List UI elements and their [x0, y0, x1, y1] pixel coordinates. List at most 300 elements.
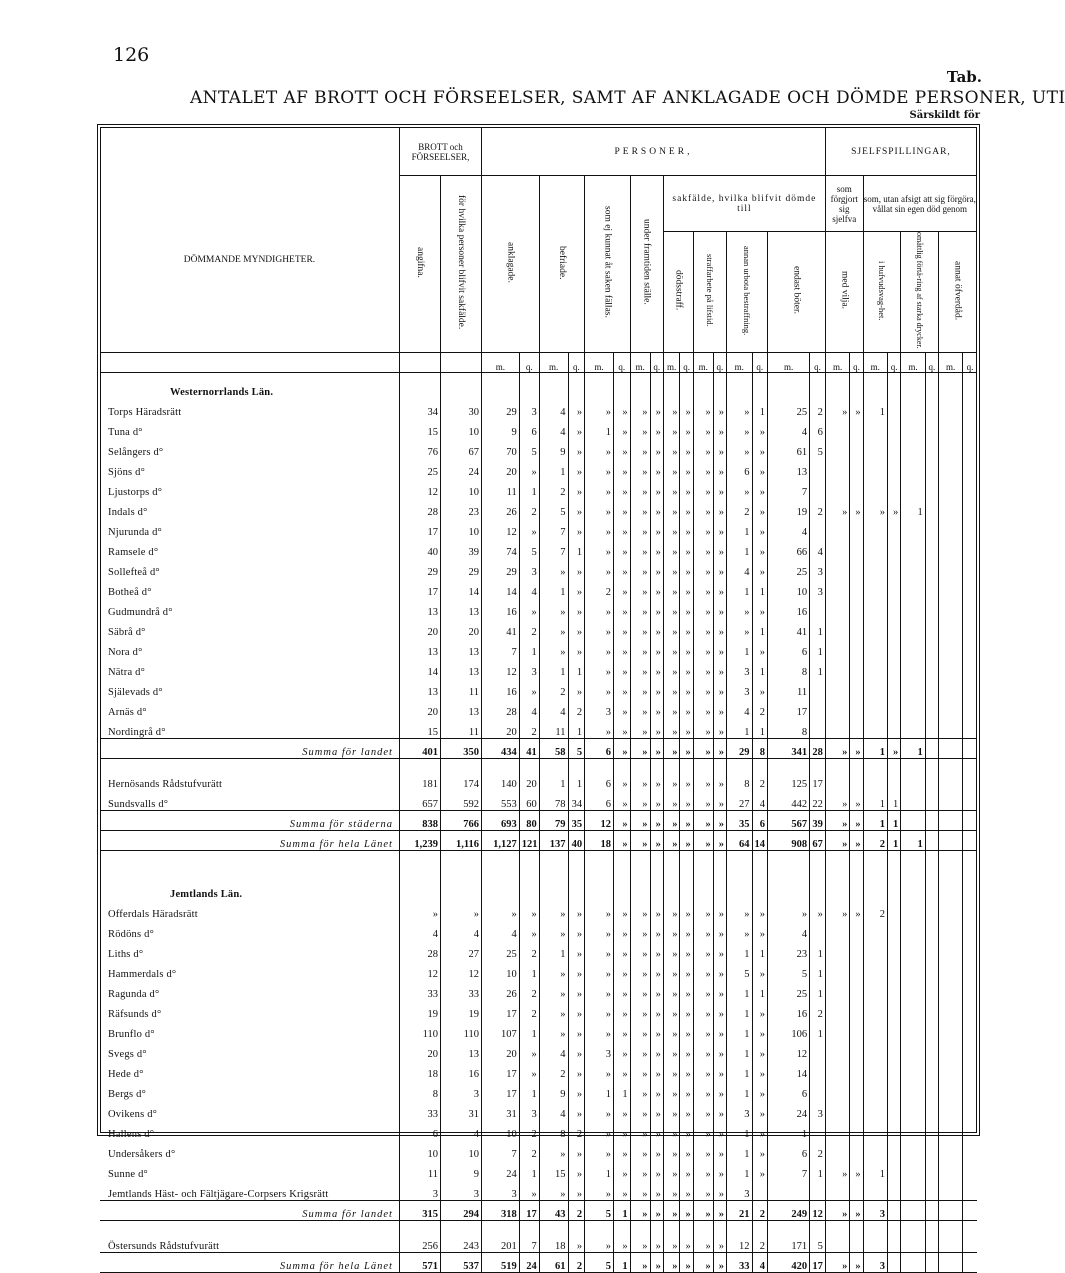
- cell-value: 1: [539, 578, 568, 598]
- cell-value: »: [585, 1020, 614, 1040]
- cell-value: »: [663, 678, 680, 698]
- cell-value: [888, 1180, 901, 1200]
- cell-value: [810, 518, 826, 538]
- cell-value: [925, 698, 938, 718]
- cell-value: »: [568, 1060, 585, 1080]
- cell-value: [850, 960, 863, 980]
- cell-value: [863, 1180, 887, 1200]
- cell-value: [863, 960, 887, 980]
- cell-value: [901, 1180, 925, 1200]
- cell-value: »: [663, 1232, 680, 1252]
- row-name: Selångers d°: [108, 447, 164, 459]
- cell-value: [888, 578, 901, 598]
- cell-value: [938, 770, 962, 790]
- cell-value: 519: [482, 1252, 520, 1272]
- cell-value: »: [713, 1232, 726, 1252]
- cell-value: [938, 458, 962, 478]
- cell-value: »: [585, 920, 614, 940]
- cell-value: [888, 458, 901, 478]
- cell-value: 28: [482, 698, 520, 718]
- cell-value: 7: [539, 518, 568, 538]
- cell-value: 5: [539, 498, 568, 518]
- cell-value: 181: [399, 770, 440, 790]
- cell-value: 20: [399, 1040, 440, 1060]
- cell-value: [963, 1060, 977, 1080]
- cell-value: »: [519, 1040, 539, 1060]
- cell-value: »: [613, 980, 630, 1000]
- summary-row: [100, 1200, 977, 1220]
- cell-value: »: [585, 478, 614, 498]
- cell-value: [901, 478, 925, 498]
- spacer-row: [100, 862, 977, 874]
- cell-value: 1: [810, 638, 826, 658]
- cell-value: »: [663, 638, 680, 658]
- cell-value: [810, 1040, 826, 1060]
- cell-value: 2: [810, 1000, 826, 1020]
- cell-value: 3: [863, 1200, 887, 1220]
- cell-value: [925, 438, 938, 458]
- cell-value: [863, 1232, 887, 1252]
- cell-value: [963, 618, 977, 638]
- cell-value: 1: [863, 1160, 887, 1180]
- cell-value: »: [585, 940, 614, 960]
- cell-value: »: [650, 498, 663, 518]
- cell-value: »: [850, 900, 863, 920]
- cell-value: »: [568, 498, 585, 518]
- cell-value: »: [613, 770, 630, 790]
- cell-value: 1: [752, 398, 768, 418]
- cell-value: 401: [399, 738, 440, 758]
- cell-value: 3: [519, 558, 539, 578]
- cell-value: [925, 1200, 938, 1220]
- cell-value: 10: [440, 418, 481, 438]
- cell-value: »: [713, 940, 726, 960]
- cell-value: 26: [482, 498, 520, 518]
- cell-value: »: [663, 900, 680, 920]
- cell-value: 20: [399, 698, 440, 718]
- table-row: [100, 498, 977, 518]
- cell-value: [863, 718, 887, 738]
- cell-value: 20: [482, 458, 520, 478]
- cell-value: »: [613, 810, 630, 830]
- cell-value: [888, 678, 901, 698]
- cell-value: 3: [727, 1100, 753, 1120]
- header-annat: annat öfverdåd.: [952, 260, 963, 320]
- row-name: Arnäs d°: [108, 707, 147, 719]
- cell-value: [863, 770, 887, 790]
- cell-value: [888, 698, 901, 718]
- cell-value: 7: [519, 1232, 539, 1252]
- cell-value: »: [727, 418, 753, 438]
- cell-value: »: [663, 1200, 680, 1220]
- cell-value: 12: [482, 518, 520, 538]
- cell-value: [963, 770, 977, 790]
- cell-value: »: [630, 1252, 650, 1272]
- cell-value: 5: [768, 960, 810, 980]
- cell-value: »: [752, 1020, 768, 1040]
- cell-value: [925, 538, 938, 558]
- cell-value: [963, 438, 977, 458]
- cell-value: »: [613, 1020, 630, 1040]
- cell-value: »: [693, 538, 713, 558]
- cell-value: [825, 1080, 849, 1100]
- cell-value: [938, 980, 962, 1000]
- cell-value: 5: [585, 1200, 614, 1220]
- cell-value: »: [693, 960, 713, 980]
- cell-value: »: [650, 718, 663, 738]
- cell-value: 1: [752, 618, 768, 638]
- cell-value: »: [680, 1252, 693, 1272]
- cell-value: »: [680, 1160, 693, 1180]
- cell-value: 4: [539, 1040, 568, 1060]
- cell-value: 1: [901, 738, 925, 758]
- cell-value: 13: [399, 638, 440, 658]
- cell-value: »: [650, 538, 663, 558]
- cell-value: 1: [568, 718, 585, 738]
- cell-value: »: [613, 738, 630, 758]
- cell-value: [888, 638, 901, 658]
- table-row: [100, 770, 977, 790]
- row-name: Sjöns d°: [108, 467, 146, 479]
- cell-value: [825, 980, 849, 1000]
- cell-value: 8: [539, 1120, 568, 1140]
- cell-value: [938, 418, 962, 438]
- cell-value: 4: [440, 920, 481, 940]
- cell-value: »: [568, 398, 585, 418]
- cell-value: [888, 1120, 901, 1140]
- cell-value: 2: [519, 940, 539, 960]
- cell-value: »: [630, 1200, 650, 1220]
- unit-label: q.: [713, 352, 726, 372]
- cell-value: »: [519, 920, 539, 940]
- cell-value: »: [630, 498, 650, 518]
- row-name: Summa för landet: [100, 1200, 399, 1220]
- cell-value: [888, 770, 901, 790]
- cell-value: »: [630, 770, 650, 790]
- cell-value: »: [713, 770, 726, 790]
- table-row: [100, 980, 977, 1000]
- cell-value: 11: [440, 678, 481, 698]
- cell-value: »: [680, 1080, 693, 1100]
- cell-value: »: [568, 940, 585, 960]
- table-row: [100, 538, 977, 558]
- cell-value: »: [613, 598, 630, 618]
- header-annan: annan urbota bestraffning.: [742, 245, 753, 335]
- section-title: Jemtlands Län.: [170, 889, 243, 901]
- unit-label: m.: [693, 352, 713, 372]
- cell-value: »: [585, 1180, 614, 1200]
- cell-value: »: [693, 1120, 713, 1140]
- cell-value: [963, 1180, 977, 1200]
- cell-value: [925, 578, 938, 598]
- cell-value: 28: [810, 738, 826, 758]
- cell-value: [938, 1160, 962, 1180]
- cell-value: [901, 1120, 925, 1140]
- cell-value: [963, 1160, 977, 1180]
- cell-value: [925, 1100, 938, 1120]
- cell-value: [863, 1020, 887, 1040]
- cell-value: 25: [482, 940, 520, 960]
- cell-value: »: [519, 1060, 539, 1080]
- cell-value: »: [539, 1140, 568, 1160]
- cell-value: 8: [727, 770, 753, 790]
- cell-value: »: [650, 618, 663, 638]
- header-omattlig: omåttlig förtä-ring af starka drycker.: [915, 232, 925, 349]
- cell-value: »: [568, 478, 585, 498]
- cell-value: »: [713, 980, 726, 1000]
- cell-value: »: [630, 398, 650, 418]
- cell-value: »: [713, 810, 726, 830]
- cell-value: »: [713, 1100, 726, 1120]
- cell-value: [888, 1160, 901, 1180]
- cell-value: [888, 518, 901, 538]
- cell-value: 8: [768, 718, 810, 738]
- cell-value: »: [825, 498, 849, 518]
- cell-value: 1: [727, 1140, 753, 1160]
- cell-value: »: [713, 1020, 726, 1040]
- cell-value: [850, 1180, 863, 1200]
- cell-value: [925, 790, 938, 810]
- cell-value: 4: [539, 698, 568, 718]
- cell-value: 1: [810, 1020, 826, 1040]
- cell-value: 34: [568, 790, 585, 810]
- cell-value: [888, 1060, 901, 1080]
- cell-value: 6: [585, 770, 614, 790]
- cell-value: [863, 1120, 887, 1140]
- cell-value: 25: [768, 558, 810, 578]
- cell-value: »: [585, 438, 614, 458]
- cell-value: [850, 1000, 863, 1020]
- cell-value: 80: [519, 810, 539, 830]
- cell-value: »: [680, 810, 693, 830]
- cell-value: »: [663, 980, 680, 1000]
- cell-value: »: [539, 598, 568, 618]
- cell-value: »: [752, 1160, 768, 1180]
- cell-value: 1: [727, 1040, 753, 1060]
- cell-value: 58: [539, 738, 568, 758]
- cell-value: »: [613, 1180, 630, 1200]
- cell-value: 24: [768, 1100, 810, 1120]
- row-name: Bergs d°: [108, 1089, 146, 1101]
- cell-value: 256: [399, 1232, 440, 1252]
- cell-value: 1: [727, 980, 753, 1000]
- cell-value: 12: [768, 1040, 810, 1060]
- cell-value: [863, 638, 887, 658]
- header-hufvudsvag: i hufvudsvag-het.: [876, 260, 887, 321]
- cell-value: 1: [519, 1160, 539, 1180]
- cell-value: »: [693, 518, 713, 538]
- table-row: [100, 960, 977, 980]
- unit-label: q.: [568, 352, 585, 372]
- cell-value: [938, 790, 962, 810]
- cell-value: »: [693, 678, 713, 698]
- cell-value: 1: [519, 638, 539, 658]
- cell-value: 25: [399, 458, 440, 478]
- cell-value: [901, 770, 925, 790]
- cell-value: [938, 738, 962, 758]
- cell-value: »: [630, 980, 650, 1000]
- cell-value: 12: [399, 960, 440, 980]
- cell-value: »: [680, 498, 693, 518]
- cell-value: 1: [752, 658, 768, 678]
- cell-value: »: [539, 618, 568, 638]
- cell-value: [901, 598, 925, 618]
- cell-value: »: [519, 900, 539, 920]
- cell-value: »: [663, 810, 680, 830]
- cell-value: 11: [539, 718, 568, 738]
- header-straffarbete: straffarbete på lifstid.: [704, 253, 715, 327]
- cell-value: »: [613, 618, 630, 638]
- cell-value: »: [713, 1200, 726, 1220]
- cell-value: »: [613, 658, 630, 678]
- cell-value: 14: [399, 658, 440, 678]
- cell-value: 35: [568, 810, 585, 830]
- cell-value: [901, 790, 925, 810]
- cell-value: »: [630, 900, 650, 920]
- cell-value: 2: [585, 578, 614, 598]
- cell-value: 29: [399, 558, 440, 578]
- table-row: [100, 1160, 977, 1180]
- cell-value: 61: [539, 1252, 568, 1272]
- cell-value: [938, 810, 962, 830]
- unit-label: m.: [663, 352, 680, 372]
- header-sjelfspillingar: SJELFSPILLINGAR,: [825, 128, 976, 176]
- cell-value: [938, 718, 962, 738]
- cell-value: 1: [727, 638, 753, 658]
- cell-value: »: [693, 830, 713, 850]
- cell-value: 41: [768, 618, 810, 638]
- cell-value: [863, 940, 887, 960]
- cell-value: 33: [440, 980, 481, 1000]
- cell-value: »: [680, 1000, 693, 1020]
- cell-value: »: [650, 598, 663, 618]
- cell-value: 20: [482, 1040, 520, 1060]
- cell-value: 29: [482, 398, 520, 418]
- cell-value: 4: [399, 920, 440, 940]
- table-row: [100, 398, 977, 418]
- cell-value: 15: [399, 718, 440, 738]
- table-row: [100, 518, 977, 538]
- cell-value: [888, 960, 901, 980]
- cell-value: [850, 770, 863, 790]
- cell-value: »: [585, 498, 614, 518]
- cell-value: 13: [440, 698, 481, 718]
- row-name: Torps Häradsrätt: [108, 407, 182, 419]
- cell-value: [810, 458, 826, 478]
- cell-value: »: [663, 438, 680, 458]
- cell-value: [825, 598, 849, 618]
- cell-value: 23: [768, 940, 810, 960]
- unit-label: q.: [963, 352, 977, 372]
- cell-value: »: [727, 398, 753, 418]
- cell-value: »: [693, 398, 713, 418]
- cell-value: [925, 498, 938, 518]
- cell-value: 10: [482, 1120, 520, 1140]
- cell-value: 78: [539, 790, 568, 810]
- cell-value: 13: [440, 638, 481, 658]
- cell-value: »: [727, 478, 753, 498]
- cell-value: »: [693, 698, 713, 718]
- page-number: 126: [113, 44, 150, 66]
- cell-value: »: [752, 558, 768, 578]
- cell-value: 110: [440, 1020, 481, 1040]
- cell-value: 12: [585, 810, 614, 830]
- cell-value: »: [850, 498, 863, 518]
- cell-value: 34: [399, 398, 440, 418]
- cell-value: 249: [768, 1200, 810, 1220]
- cell-value: »: [613, 678, 630, 698]
- cell-value: [901, 1100, 925, 1120]
- cell-value: 13: [399, 598, 440, 618]
- unit-label: q.: [810, 352, 826, 372]
- cell-value: 110: [399, 1020, 440, 1040]
- cell-value: 3: [863, 1252, 887, 1272]
- cell-value: [825, 940, 849, 960]
- cell-value: [963, 1000, 977, 1020]
- cell-value: [863, 538, 887, 558]
- cell-value: »: [568, 418, 585, 438]
- cell-value: 5: [810, 438, 826, 458]
- cell-value: 2: [519, 498, 539, 518]
- cell-value: [888, 1200, 901, 1220]
- cell-value: 4: [440, 1120, 481, 1140]
- cell-value: 20: [399, 618, 440, 638]
- cell-value: 12: [482, 658, 520, 678]
- cell-value: »: [630, 1120, 650, 1140]
- cell-value: 4: [768, 418, 810, 438]
- cell-value: [938, 1140, 962, 1160]
- cell-value: [901, 418, 925, 438]
- cell-value: »: [850, 738, 863, 758]
- cell-value: »: [727, 438, 753, 458]
- cell-value: 17: [399, 578, 440, 598]
- cell-value: »: [630, 1020, 650, 1040]
- cell-value: »: [568, 900, 585, 920]
- cell-value: [925, 1080, 938, 1100]
- cell-value: 60: [519, 790, 539, 810]
- cell-value: 21: [727, 1200, 753, 1220]
- row-name: Hammerdals d°: [108, 969, 177, 981]
- cell-value: »: [680, 438, 693, 458]
- cell-value: »: [650, 1000, 663, 1020]
- cell-value: 318: [482, 1200, 520, 1220]
- cell-value: 838: [399, 810, 440, 830]
- cell-value: 10: [440, 1140, 481, 1160]
- cell-value: 29: [482, 558, 520, 578]
- table-row: [100, 1100, 977, 1120]
- cell-value: 1: [863, 398, 887, 418]
- row-name: Själevads d°: [108, 687, 163, 699]
- cell-value: »: [613, 418, 630, 438]
- cell-value: »: [650, 638, 663, 658]
- cell-value: [901, 678, 925, 698]
- row-name: Sundsvalls d°: [108, 798, 169, 810]
- cell-value: »: [539, 1000, 568, 1020]
- cell-value: 2: [519, 1120, 539, 1140]
- cell-value: »: [650, 738, 663, 758]
- cell-value: »: [752, 418, 768, 438]
- cell-value: 294: [440, 1200, 481, 1220]
- cell-value: [901, 960, 925, 980]
- cell-value: 8: [399, 1080, 440, 1100]
- unit-label: [399, 352, 440, 372]
- cell-value: 5: [519, 438, 539, 458]
- cell-value: 20: [519, 770, 539, 790]
- cell-value: 1: [568, 658, 585, 678]
- cell-value: 6: [399, 1120, 440, 1140]
- cell-value: 5: [727, 960, 753, 980]
- cell-value: [938, 398, 962, 418]
